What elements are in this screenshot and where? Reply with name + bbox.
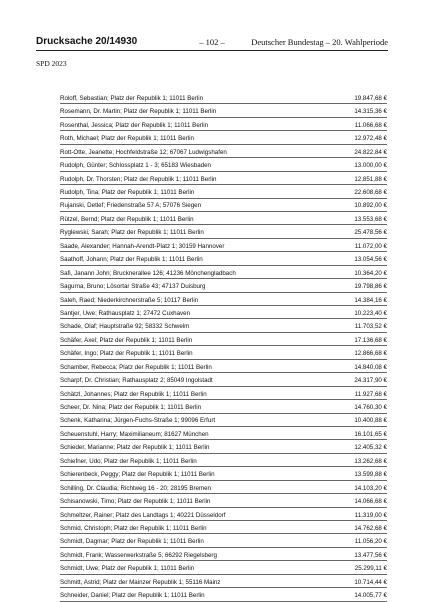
donor-name-address: Sagurna, Bruno; Lösortar Straße 43; 47137 Duisburg bbox=[60, 283, 206, 291]
donation-amount: 10.223,40 € bbox=[354, 309, 387, 317]
donor-name-address: Rujanski, Detlef; Friedenstraße 57 A; 57076 Siegen bbox=[60, 202, 202, 210]
list-item bbox=[60, 508, 387, 521]
donor-name-address: Saathoff, Johann; Platz der Republik 1; 11011 Berlin bbox=[60, 256, 203, 264]
donor-name-address: Schiefner, Udo; Platz der Republik 1; 11011 Berlin bbox=[60, 457, 197, 465]
donation-amount: 16.101,65 € bbox=[354, 430, 387, 438]
list-item bbox=[60, 454, 387, 467]
list-item bbox=[60, 360, 387, 373]
donation-amount: 22.608,68 € bbox=[354, 189, 387, 196]
donation-amount: 11.703,52 € bbox=[354, 323, 387, 331]
donor-name-address: Saleh, Raed; Niederkirchnerstraße 5; 10117 Berlin bbox=[60, 296, 199, 304]
list-item bbox=[60, 104, 387, 117]
donor-name-address: Schisanowski, Timo; Platz der Republik 1; 11011 Berlin bbox=[60, 498, 211, 506]
donation-amount: 14.762,68 € bbox=[354, 524, 387, 532]
section-label: SPD 2023 bbox=[36, 59, 67, 68]
list-item bbox=[60, 293, 387, 306]
donation-amount: 11.927,68 € bbox=[354, 390, 387, 398]
donor-name-address: Schäfer, Axel; Platz der Republik 1; 11011 Berlin bbox=[60, 336, 193, 344]
donation-amount: 19.847,68 € bbox=[354, 94, 387, 102]
list-item bbox=[60, 158, 387, 171]
donor-name-address: Schamber, Rebecca; Platz der Republik 1; 11011 Berlin bbox=[60, 363, 212, 371]
list-item bbox=[60, 467, 387, 480]
donor-name-address: Rudolph, Tina; Platz der Republik 1; 11011 Berlin bbox=[60, 189, 195, 196]
donor-name-address: Schade, Olaf; Hauptstraße 92; 58332 Schwelm bbox=[60, 323, 190, 331]
list-item bbox=[60, 131, 387, 144]
donor-name-address: Schneider, Daniel; Platz der Republik 1; 11011 Berlin bbox=[60, 592, 205, 600]
donation-amount: 10.892,00 € bbox=[354, 202, 387, 210]
list-item bbox=[60, 440, 387, 453]
donation-amount: 10.400,88 € bbox=[354, 417, 387, 425]
donation-amount: 25.478,56 € bbox=[354, 229, 387, 237]
donation-amount: 13.262,68 € bbox=[354, 457, 387, 465]
donation-amount: 12.866,68 € bbox=[354, 350, 387, 358]
list-item bbox=[60, 239, 387, 252]
donor-name-address: Schätzl, Johannes; Platz der Republik 1; 11011 Berlin bbox=[60, 390, 207, 398]
list-item bbox=[60, 91, 387, 104]
list-item bbox=[60, 387, 387, 400]
donor-name-address: Roloff, Sebastian; Platz der Republik 1; 11011 Berlin bbox=[60, 94, 204, 102]
donation-amount: 17.136,68 € bbox=[354, 336, 387, 344]
donor-name-address: Rudolph, Dr. Thorsten; Platz der Republik 1; 11011 Berlin bbox=[60, 175, 217, 183]
list-item bbox=[60, 534, 387, 547]
donor-name-address: Scharpf, Dr. Christian; Rathausplatz 2; 85049 Ingolstadt bbox=[60, 377, 213, 385]
donor-name-address: Schieder, Marianne; Platz der Republik 1; 11011 Berlin bbox=[60, 444, 210, 452]
donor-name-address: Schierenbeck, Peggy; Platz der Republik 1; 11011 Berlin bbox=[60, 471, 215, 479]
list-item bbox=[60, 414, 387, 427]
donation-amount: 13.553,68 € bbox=[354, 215, 387, 223]
donation-amount: 14.760,30 € bbox=[354, 404, 387, 411]
list-item bbox=[60, 252, 387, 265]
list-item bbox=[60, 521, 387, 534]
list-item bbox=[60, 400, 387, 413]
list-item bbox=[60, 346, 387, 359]
donation-amount: 19.798,86 € bbox=[354, 283, 387, 291]
donation-amount: 25.299,11 € bbox=[354, 565, 387, 573]
donor-name-address: Scheer, Dr. Nina; Platz der Republik 1; 11011 Berlin bbox=[60, 404, 202, 411]
list-item bbox=[60, 494, 387, 507]
list-item bbox=[60, 306, 387, 319]
list-item bbox=[60, 185, 387, 198]
donor-name-address: Ryglewski, Sarah; Platz der Republik 1; 11011 Berlin bbox=[60, 229, 204, 237]
donation-amount: 14.384,16 € bbox=[354, 296, 387, 304]
list-item bbox=[60, 575, 387, 588]
donation-amount: 11.066,68 € bbox=[354, 121, 387, 129]
donor-name-address: Schmeltzer, Rainer; Platz des Landtags 1; 40221 Düsseldorf bbox=[60, 511, 226, 519]
donation-amount: 24.317,90 € bbox=[354, 377, 387, 385]
donor-name-address: Schmidt, Dagmar; Platz der Republik 1; 11011 Berlin bbox=[60, 538, 204, 546]
donor-name-address: Safi, Janann John; Brucknerallee 126; 41236 Mönchengladbach bbox=[60, 269, 236, 277]
donation-amount: 11.056,20 € bbox=[354, 538, 387, 546]
donation-amount: 12.972,48 € bbox=[354, 135, 387, 143]
donation-amount: 14.315,36 € bbox=[354, 108, 387, 116]
list-item bbox=[60, 319, 387, 332]
donation-amount: 14.005,77 € bbox=[354, 592, 387, 600]
donation-amount: 14.840,08 € bbox=[354, 363, 387, 371]
list-item bbox=[60, 427, 387, 440]
list-item bbox=[60, 548, 387, 561]
donation-amount: 14.066,68 € bbox=[354, 498, 387, 506]
donor-name-address: Schäfer, Ingo; Platz der Republik 1; 11011 Berlin bbox=[60, 350, 193, 358]
donation-amount: 12.405,32 € bbox=[354, 444, 387, 452]
list-item bbox=[60, 145, 387, 158]
list-item bbox=[60, 561, 387, 574]
list-item bbox=[60, 172, 387, 185]
donor-name-address: Roth, Michael; Platz der Republik 1; 11011 Berlin bbox=[60, 135, 194, 143]
donation-amount: 13.000,00 € bbox=[354, 162, 387, 170]
donation-amount: 11.319,00 € bbox=[354, 511, 387, 519]
list-item bbox=[60, 118, 387, 131]
publisher-label: Deutscher Bundestag – 20. Wahlperiode bbox=[251, 37, 388, 47]
donor-name-address: Scheuenstuhl, Harry; Maximilianeum; 81627 München bbox=[60, 430, 209, 438]
donation-amount: 24.822,84 € bbox=[354, 148, 387, 156]
donation-amount: 12.851,88 € bbox=[354, 175, 387, 183]
donor-name-address: Schenk, Katharina; Jürgen-Fuchs-Straße 1; 99096 Erfurt bbox=[60, 417, 216, 425]
list-item bbox=[60, 481, 387, 494]
list-item bbox=[60, 199, 387, 212]
donation-amount: 10.364,20 € bbox=[354, 269, 387, 277]
list-item bbox=[60, 333, 387, 346]
donor-name-address: Schilling, Dr. Claudia; Richtweg 16 - 20; 28195 Bremen bbox=[60, 484, 211, 492]
donor-name-address: Rosemann, Dr. Martin; Platz der Republik 1; 11011 Berlin bbox=[60, 108, 217, 116]
donor-name-address: Rützel, Bernd; Platz der Republik 1; 11011 Berlin bbox=[60, 215, 194, 223]
list-item bbox=[60, 212, 387, 225]
donor-list bbox=[60, 91, 387, 602]
donor-name-address: Schmid, Christoph; Platz der Republik 1; 11011 Berlin bbox=[60, 524, 207, 532]
document-number-prefix: Drucksache 20/ bbox=[36, 36, 110, 47]
document-number-value: 14930 bbox=[109, 36, 138, 47]
donor-name-address: Saade, Alexander; Hannah-Arendt-Platz 1; 30159 Hannover bbox=[60, 242, 225, 250]
list-item bbox=[60, 225, 387, 238]
donation-amount: 13.477,56 € bbox=[354, 551, 387, 559]
donor-name-address: Rosenthal, Jessica; Platz der Republik 1; 11011 Berlin bbox=[60, 121, 209, 129]
donation-amount: 13.599,88 € bbox=[354, 471, 387, 479]
donor-name-address: Rudolph, Günter; Schlossplatz 1 - 3; 65183 Wiesbaden bbox=[60, 162, 211, 170]
donation-amount: 11.072,00 € bbox=[354, 242, 387, 250]
donation-amount: 10.714,44 € bbox=[354, 578, 387, 586]
list-item bbox=[60, 279, 387, 292]
donor-name-address: Schmidt, Frank; Wasserwerkstraße 5; 66292 Riegelsberg bbox=[60, 551, 217, 559]
donation-amount: 13.054,56 € bbox=[354, 256, 387, 264]
donation-amount: 14.103,20 € bbox=[354, 484, 387, 492]
donor-name-address: Schmidt, Uwe; Platz der Republik 1; 11011 Berlin bbox=[60, 565, 195, 573]
page-number: – 102 – bbox=[199, 37, 225, 47]
donor-name-address: Santjer, Uwe; Rathausplatz 1; 27472 Cuxhaven bbox=[60, 309, 191, 317]
donor-name-address: Rott-Otte, Jeanette; Hochfeldstraße 12; 67067 Ludwigshafen bbox=[60, 148, 227, 156]
page-header bbox=[36, 36, 388, 51]
list-item bbox=[60, 266, 387, 279]
list-item bbox=[60, 373, 387, 386]
donor-name-address: Schmitt, Astrid; Platz der Mainzer Republik 1; 55116 Mainz bbox=[60, 578, 221, 586]
